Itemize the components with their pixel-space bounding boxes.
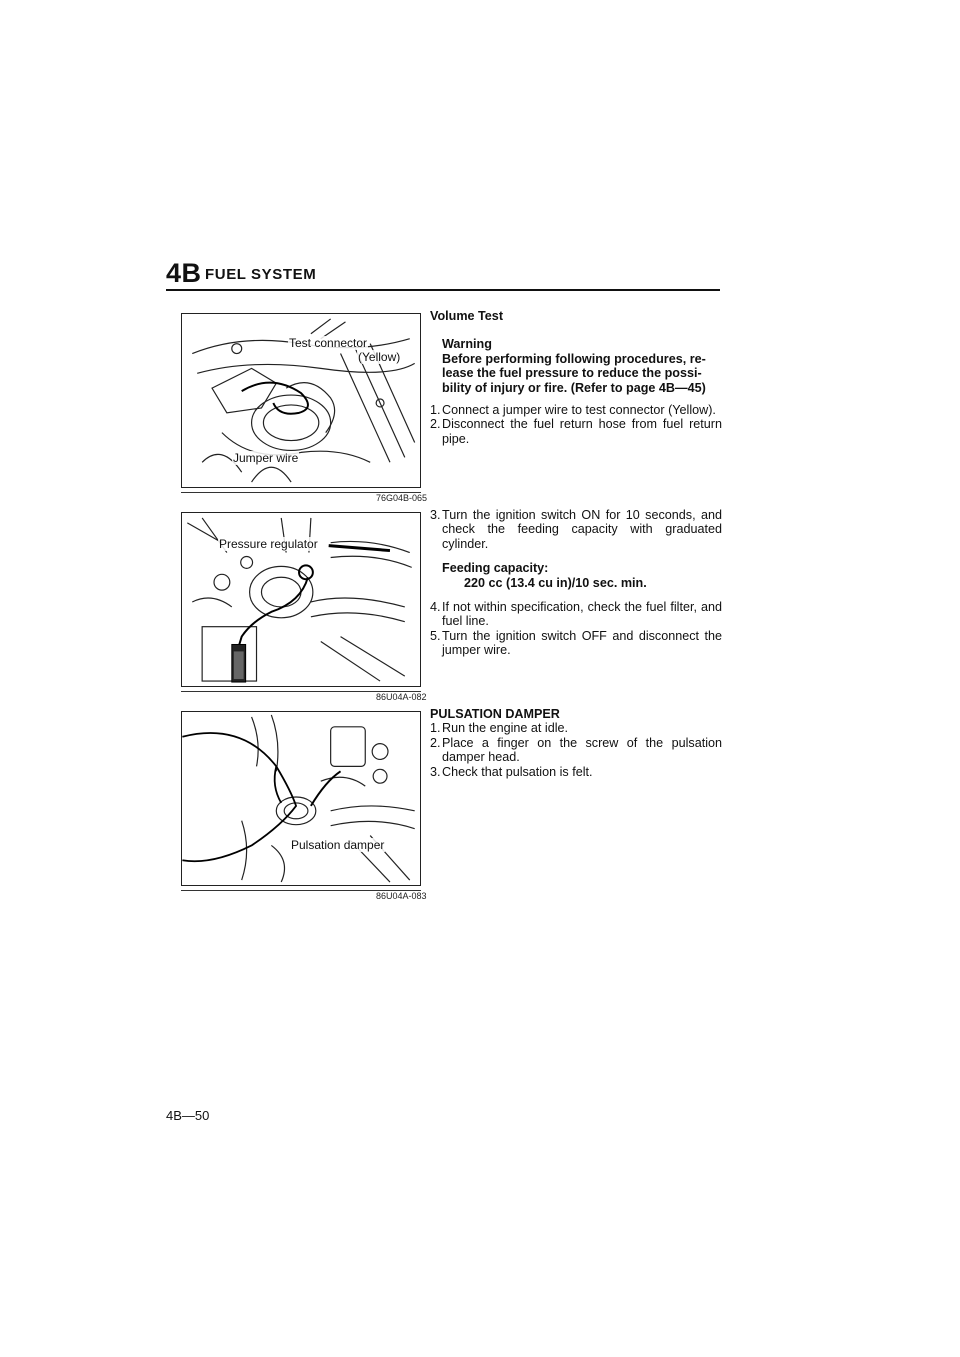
list-item	[430, 629, 722, 658]
volume-test-heading: Volume Test	[430, 309, 504, 323]
callout-jumper-wire: Jumper wire	[233, 451, 299, 465]
step-number: 5.	[430, 628, 441, 643]
warning-line-1: Before performing following procedures, re-	[442, 351, 706, 366]
step-number: 2.	[430, 735, 441, 750]
step-text: If not within specification, check the fuel filter, and fuel line.	[442, 600, 722, 629]
callout-yellow: (Yellow)	[358, 350, 401, 364]
figure-id: 86U04A-083	[376, 891, 427, 901]
spec-value: 220 cc (13.4 cu in)/10 sec. min.	[464, 575, 647, 590]
figure-id: 76G04B-065	[376, 493, 428, 503]
step-number: 3.	[430, 764, 441, 779]
section-number: 4B	[166, 258, 202, 288]
step-text: Turn the ignition switch OFF and disconnect the jumper wire.	[442, 628, 722, 658]
figure-id: 86U04A-082	[376, 692, 427, 702]
section-title: FUEL SYSTEM	[205, 266, 317, 283]
step-text: Disconnect the fuel return hose from fuel return pipe.	[442, 417, 722, 446]
step-text: Check that pulsation is felt.	[442, 764, 593, 779]
volume-test-block-2	[430, 508, 722, 658]
header-rule	[166, 289, 720, 291]
step-text: Run the engine at idle.	[442, 721, 569, 736]
step-text: Turn the ignition switch ON for 10 seconds, and check the feeding capacity with graduated cylinder.	[442, 508, 722, 551]
spec-label: Feeding capacity:	[442, 561, 549, 576]
list-item	[430, 721, 722, 735]
page-number: 4B—50	[166, 1108, 210, 1123]
pulsation-damper-heading: PULSATION DAMPER	[430, 707, 560, 721]
step-text: Connect a jumper wire to test connector (Yellow).	[442, 403, 716, 418]
list-item	[430, 600, 722, 629]
list-item	[430, 765, 722, 779]
figure-pulsation-damper	[181, 711, 421, 886]
step-number: 3.	[430, 508, 441, 522]
list-item	[430, 508, 722, 551]
step-number: 2.	[430, 417, 441, 432]
pulsation-damper-block	[430, 707, 722, 779]
figure-pressure-regulator	[181, 512, 421, 687]
engine-illustration-3	[182, 712, 420, 885]
figure-test-connector	[181, 313, 421, 488]
step-number: 1.	[430, 721, 441, 736]
callout-pulsation-damper: Pulsation damper	[291, 838, 385, 852]
volume-test-block	[430, 309, 722, 446]
warning-line-2: lease the fuel pressure to reduce the possi-	[442, 366, 702, 381]
step-number: 1.	[430, 403, 441, 418]
callout-pressure-regulator: Pressure regulator	[219, 537, 318, 551]
step-text: Place a finger on the screw of the pulsation damper head.	[442, 735, 722, 765]
warning-line-3: bility of injury or fire. (Refer to page 4B—45)	[442, 380, 706, 395]
list-item	[430, 403, 722, 417]
list-item	[430, 417, 722, 446]
callout-test-connector: Test connector	[289, 336, 368, 350]
list-item	[430, 736, 722, 765]
step-number: 4.	[430, 600, 441, 615]
warning-label: Warning	[442, 337, 492, 352]
